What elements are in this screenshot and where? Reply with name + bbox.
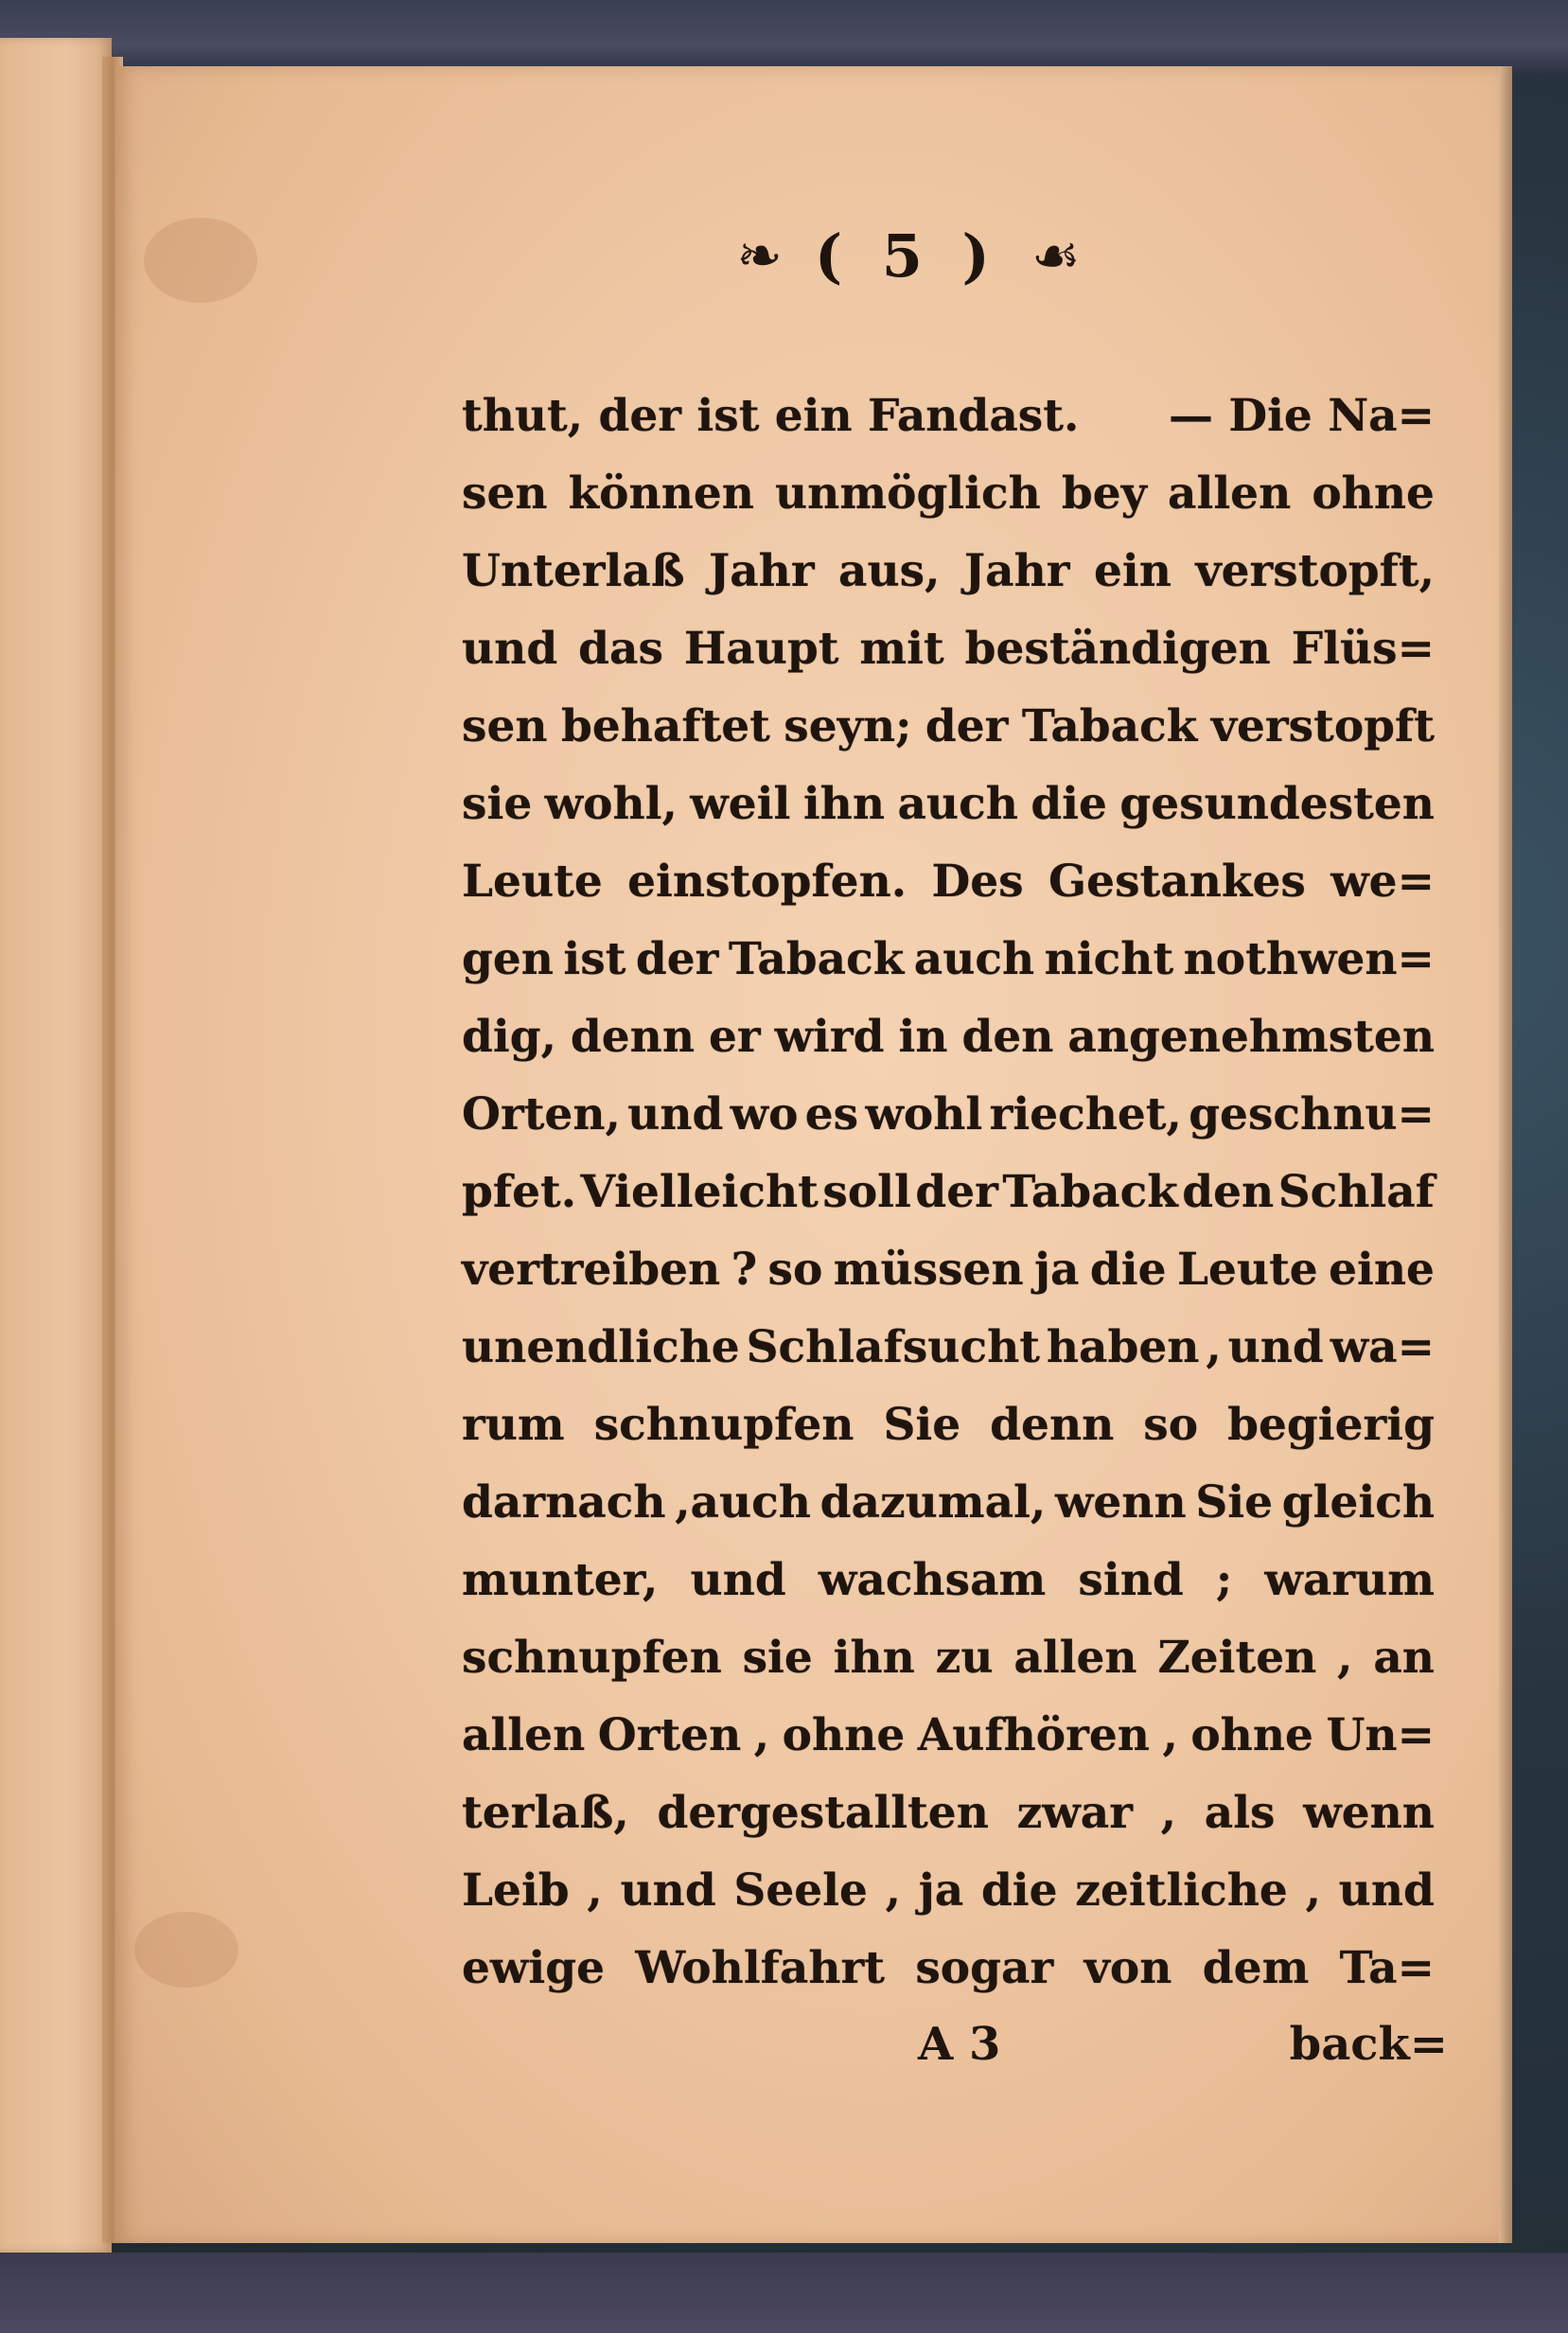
text-word: riechet, <box>989 1087 1182 1140</box>
text-word: vertreiben <box>462 1243 721 1296</box>
text-word: , <box>753 1708 770 1761</box>
text-word: Gestankes <box>1048 855 1306 908</box>
text-word: Unterlaß <box>462 544 685 597</box>
text-word: einstopfen. <box>627 855 907 908</box>
text-word: und <box>462 622 558 675</box>
text-word: begierig <box>1227 1398 1435 1451</box>
text-word: Des <box>931 855 1024 908</box>
text-word: gleich <box>1281 1476 1435 1529</box>
text-word: , <box>1206 1320 1222 1373</box>
text-word: , <box>1305 1864 1321 1917</box>
text-word: das <box>578 622 663 675</box>
text-word: unendliche <box>462 1320 740 1373</box>
text-word: und <box>1227 1320 1324 1373</box>
text-word: an <box>1373 1631 1435 1684</box>
text-word: auch <box>913 932 1035 985</box>
page-footer <box>918 2006 1448 2082</box>
text-word: pfet. <box>462 1165 577 1218</box>
text-word: und <box>1338 1864 1435 1917</box>
text-word: der <box>915 1165 998 1218</box>
text-word: sind <box>1078 1553 1184 1606</box>
text-word: Schlaf <box>1277 1165 1435 1218</box>
text-word: Taback <box>1002 1165 1178 1218</box>
text-word: angenehmsten <box>1067 1010 1435 1063</box>
text-line <box>462 1308 1435 1386</box>
page-header <box>643 218 1173 293</box>
text-word: den <box>961 1010 1054 1063</box>
text-word: ohne <box>1190 1708 1313 1761</box>
text-word: allen <box>1168 467 1292 520</box>
text-word: denn <box>570 1010 696 1063</box>
text-word: sen <box>462 467 548 520</box>
text-word: sen <box>462 699 548 752</box>
text-word: soll <box>822 1165 911 1218</box>
text-word: allen <box>1013 1631 1137 1684</box>
text-word: beständigen <box>964 622 1271 675</box>
text-line <box>462 454 1435 532</box>
text-word: Jahr <box>963 544 1070 597</box>
text-word: Taback <box>728 932 905 985</box>
text-word: zu <box>935 1631 994 1684</box>
text-word: allen <box>462 1708 586 1761</box>
text-word: dem <box>1202 1941 1310 1994</box>
text-word: Wohlfahrt <box>635 1941 885 1994</box>
text-word: Sie <box>883 1398 961 1451</box>
text-word: zeitliche <box>1075 1864 1288 1917</box>
text-word: dig, <box>462 1010 556 1063</box>
text-word: wird <box>774 1010 885 1063</box>
text-word: wohl, <box>544 777 678 830</box>
text-line <box>462 377 1435 454</box>
text-word: , <box>1162 1708 1178 1761</box>
text-word: terlaß, <box>462 1786 629 1839</box>
text-word: zwar <box>1016 1786 1133 1839</box>
text-word: seyn; <box>784 699 912 752</box>
text-word: verstopft <box>1210 699 1435 752</box>
text-word: Un= <box>1326 1708 1435 1761</box>
text-word: und <box>620 1864 716 1917</box>
text-word: thut, der ist ein Fandast. <box>462 389 1080 442</box>
text-word: gen <box>462 932 554 985</box>
text-word: Taback <box>1021 699 1198 752</box>
text-word: so <box>767 1243 823 1296</box>
text-word: als <box>1204 1786 1276 1839</box>
text-word: Leute <box>1176 1243 1318 1296</box>
text-word: es <box>804 1087 859 1140</box>
text-word: der <box>925 699 1009 752</box>
text-line <box>462 1463 1435 1541</box>
text-word: ohne <box>782 1708 906 1761</box>
text-word: denn <box>990 1398 1115 1451</box>
text-word: , <box>1160 1786 1177 1839</box>
text-word: bey <box>1061 467 1147 520</box>
text-word: behaftet <box>560 699 770 752</box>
text-word: ein <box>1093 544 1172 597</box>
text-word: ,auch <box>675 1476 811 1529</box>
text-word: der <box>635 932 719 985</box>
text-word: sie <box>462 777 533 830</box>
text-word: die <box>1031 777 1107 830</box>
text-word: darnach <box>462 1476 666 1529</box>
text-word: Schlafsucht <box>746 1320 1040 1373</box>
text-word: Vielleicht <box>580 1165 819 1218</box>
text-word: weil <box>690 777 791 830</box>
text-line <box>462 532 1435 610</box>
text-line <box>462 765 1435 842</box>
signature-mark: A 3 <box>918 2018 1001 2071</box>
text-line <box>462 1153 1435 1230</box>
text-word: wachsam <box>818 1553 1047 1606</box>
text-line <box>462 1774 1435 1851</box>
text-word: den <box>1182 1165 1275 1218</box>
text-word: Leib <box>462 1864 570 1917</box>
text-word: Ta= <box>1339 1941 1435 1994</box>
text-word: sie <box>742 1631 813 1684</box>
text-word: und <box>690 1553 786 1606</box>
text-word: gesundesten <box>1119 777 1435 830</box>
cover-top-edge <box>0 0 1568 76</box>
text-word: Seele <box>733 1864 868 1917</box>
text-word: können <box>568 467 754 520</box>
text-word: wa= <box>1330 1320 1435 1373</box>
text-word: dazumal, <box>819 1476 1047 1529</box>
text-word: verstopft, <box>1195 544 1435 597</box>
text-word: Orten, <box>462 1087 621 1140</box>
text-word: Flüs= <box>1291 622 1435 675</box>
paper-stain <box>134 1912 238 1988</box>
text-word: geschnu= <box>1189 1087 1435 1140</box>
text-word: ihn <box>833 1631 915 1684</box>
text-word: Sie <box>1195 1476 1274 1529</box>
text-word: müssen <box>833 1243 1024 1296</box>
text-line <box>462 842 1435 920</box>
cover-bottom-edge <box>0 2253 1568 2333</box>
text-word: sogar <box>915 1941 1054 1994</box>
text-word: rum <box>462 1398 565 1451</box>
text-line <box>462 1618 1435 1696</box>
text-word: Jahr <box>708 544 815 597</box>
text-word: von <box>1084 1941 1172 1994</box>
catchword: back= <box>1289 2018 1448 2071</box>
text-word: er <box>708 1010 761 1063</box>
text-word: Zeiten <box>1157 1631 1317 1684</box>
text-word: schnupfen <box>462 1631 722 1684</box>
text-word: nicht <box>1044 932 1174 985</box>
ornament-right-icon: ☙ <box>1031 223 1081 288</box>
text-line <box>462 1929 1435 2006</box>
page-number: ( 5 ) <box>814 221 999 291</box>
text-word: munter, <box>462 1553 659 1606</box>
text-word: auch <box>897 777 1018 830</box>
text-word: ja <box>1034 1243 1080 1296</box>
text-word: haben <box>1046 1320 1200 1373</box>
text-word: , <box>1337 1631 1353 1684</box>
text-word: ? <box>731 1243 758 1296</box>
text-word: so <box>1143 1398 1199 1451</box>
text-line <box>462 610 1435 687</box>
text-word: Aufhören <box>917 1708 1150 1761</box>
text-word: wenn <box>1303 1786 1435 1839</box>
text-word: ist <box>563 932 626 985</box>
text-word: die <box>980 1864 1058 1917</box>
text-word: ohne <box>1312 467 1435 520</box>
text-line <box>462 687 1435 765</box>
text-word: aus, <box>838 544 941 597</box>
left-page <box>0 38 112 2253</box>
text-word: we= <box>1330 855 1435 908</box>
text-word: Orten <box>597 1708 742 1761</box>
text-word: eine <box>1329 1243 1435 1296</box>
text-line <box>462 1541 1435 1618</box>
text-line <box>462 1230 1435 1308</box>
text-word: nothwen= <box>1183 932 1435 985</box>
text-word: Haupt <box>683 622 839 675</box>
text-line <box>462 1851 1435 1929</box>
text-word: Leute <box>462 855 603 908</box>
text-line <box>462 998 1435 1075</box>
text-line <box>462 1386 1435 1463</box>
text-line <box>462 920 1435 998</box>
text-word: — Die Na= <box>1168 389 1435 442</box>
text-word: die <box>1089 1243 1167 1296</box>
text-word: ; <box>1215 1553 1233 1606</box>
text-word: mit <box>859 622 944 675</box>
text-word: wohl <box>865 1087 983 1140</box>
text-word: wo <box>730 1087 799 1140</box>
text-word: dergestallten <box>657 1786 989 1839</box>
page-edge <box>1499 66 1512 2243</box>
text-word: , <box>885 1864 902 1917</box>
text-word: ewige <box>462 1941 605 1994</box>
text-word: warum <box>1264 1553 1435 1606</box>
text-line <box>462 1075 1435 1153</box>
text-word: unmöglich <box>775 467 1041 520</box>
text-word: schnupfen <box>593 1398 854 1451</box>
body-text <box>462 377 1435 2006</box>
text-word: in <box>898 1010 948 1063</box>
text-word: wenn <box>1054 1476 1187 1529</box>
text-word: ja <box>918 1864 964 1917</box>
text-word: , <box>587 1864 603 1917</box>
text-line <box>462 1696 1435 1774</box>
paper-stain <box>144 218 257 303</box>
text-word: ihn <box>802 777 886 830</box>
text-word: und <box>627 1087 724 1140</box>
ornament-left-icon: ❧ <box>736 223 783 288</box>
